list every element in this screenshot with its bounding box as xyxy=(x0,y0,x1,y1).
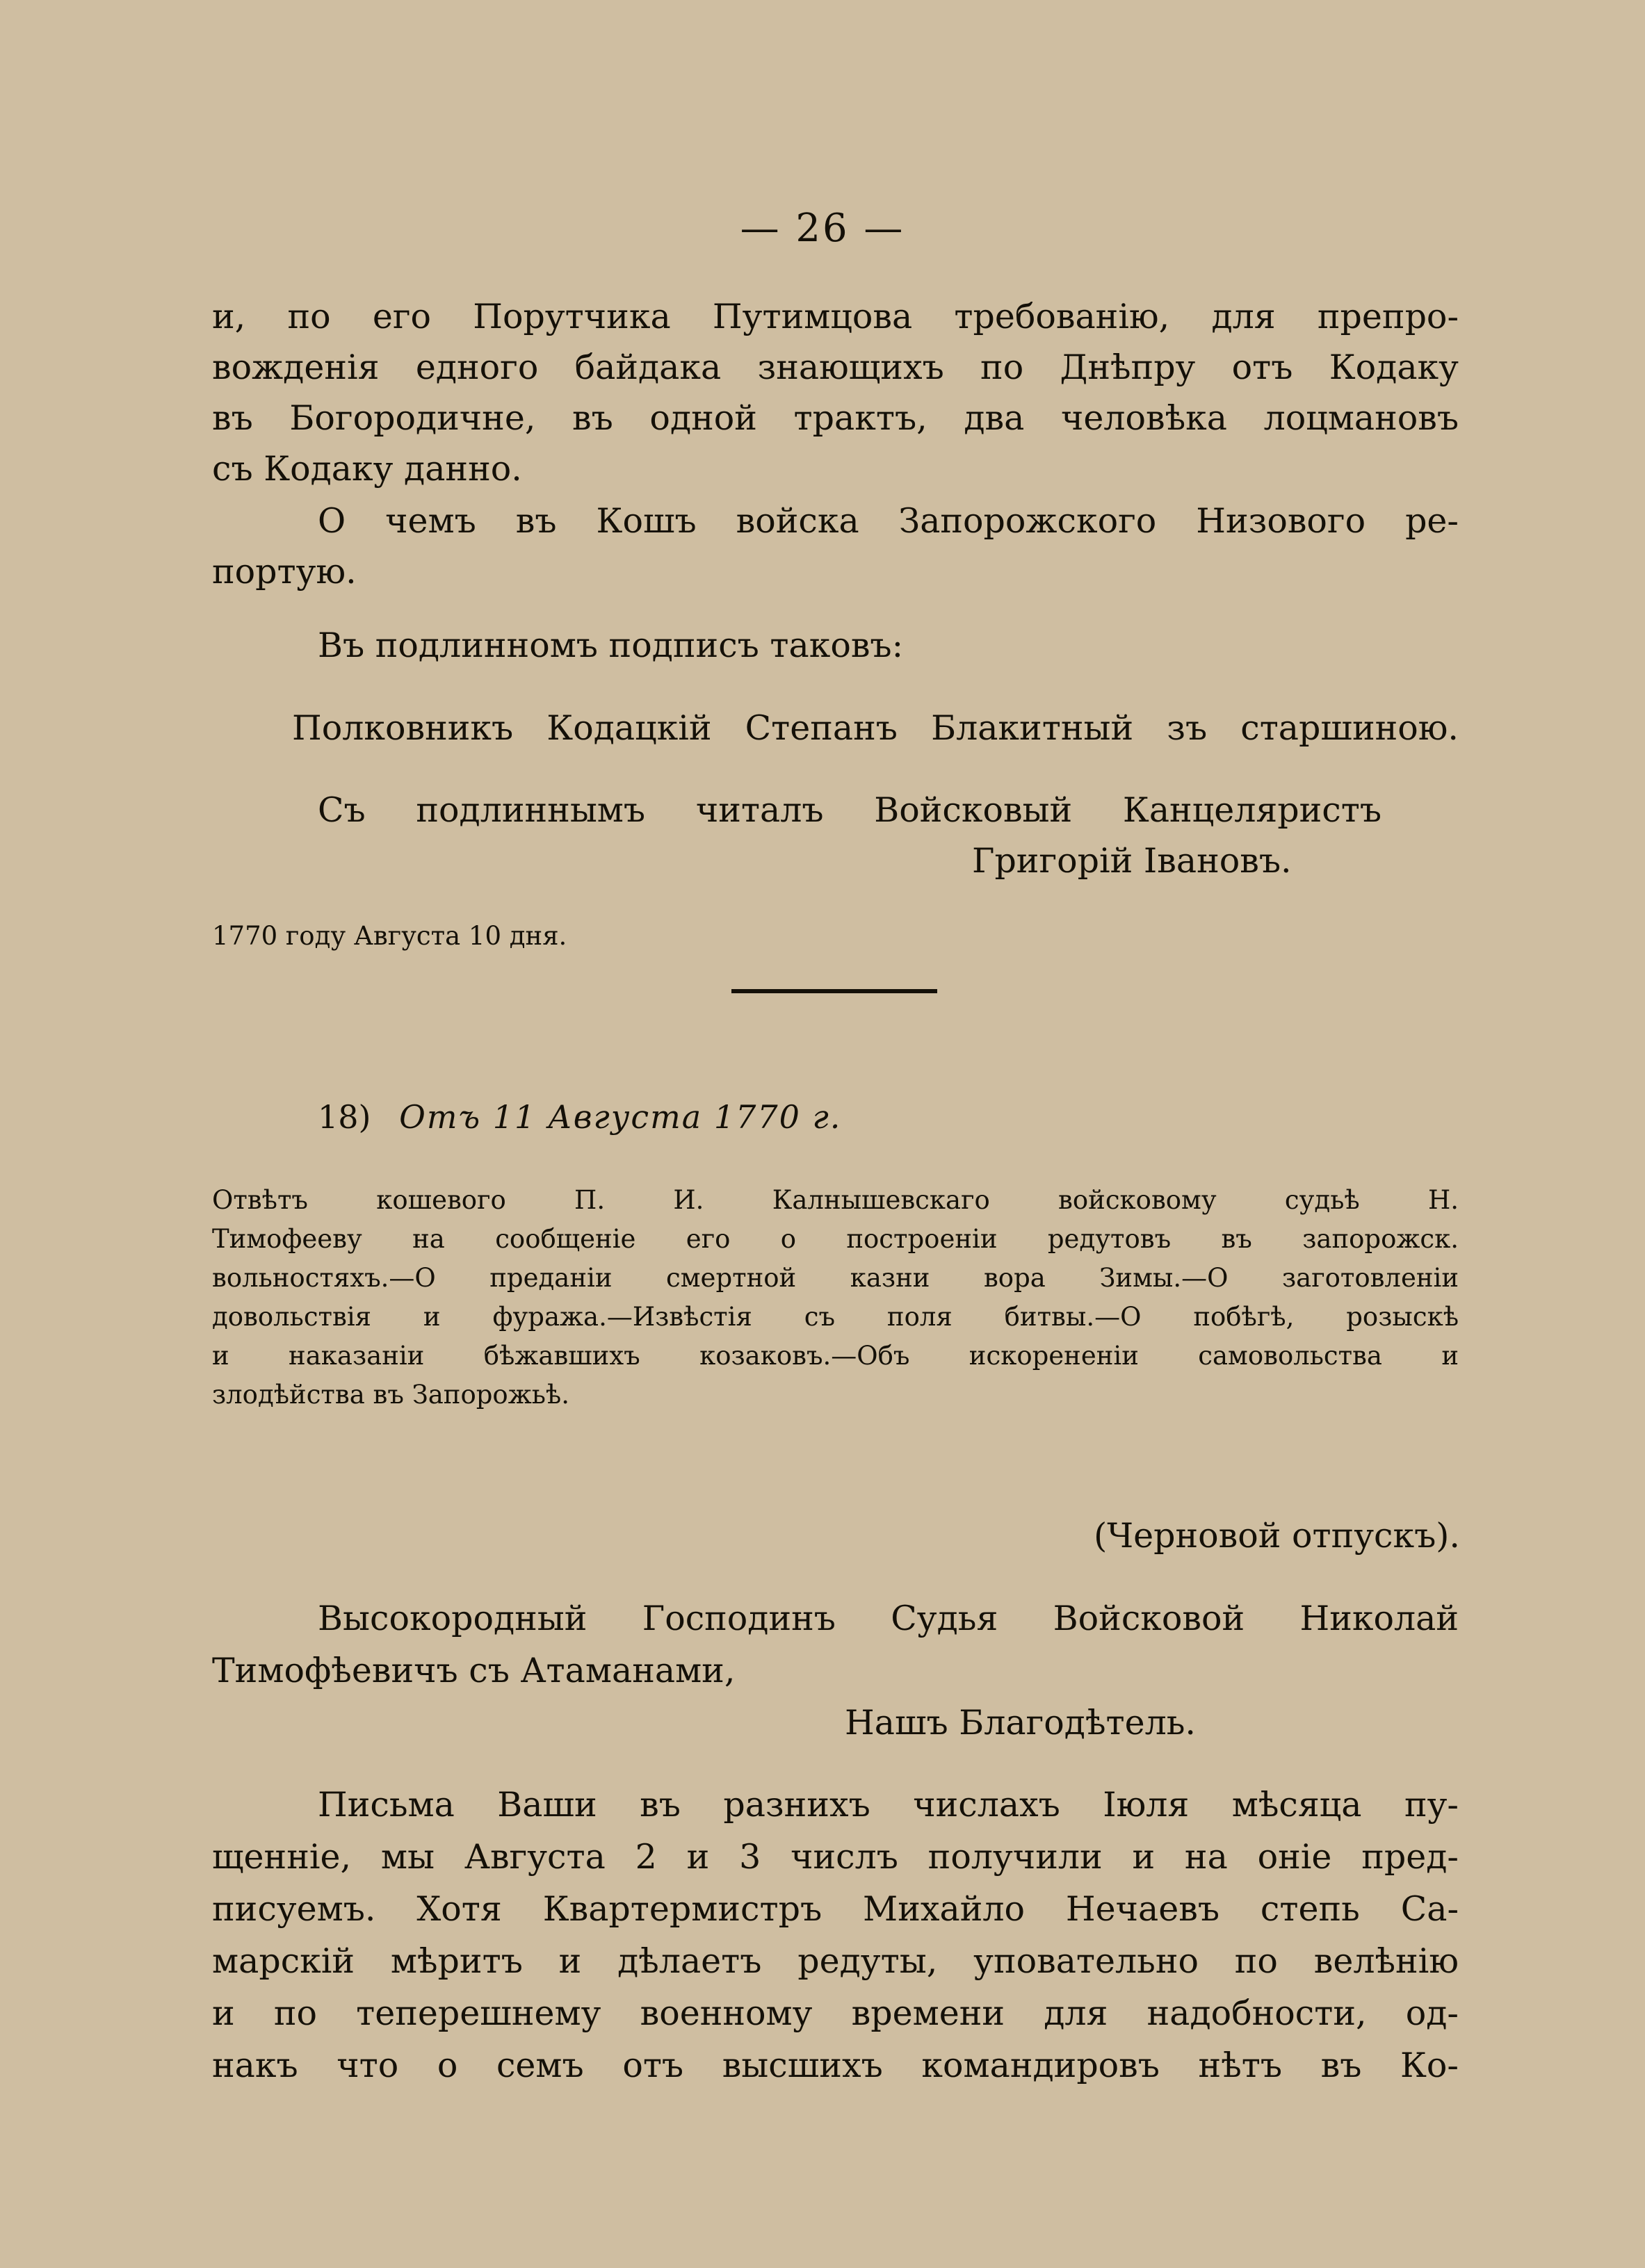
letter-body-line-6: накъ что о семъ отъ высшихъ командировъ нѣтъ въ Ко- xyxy=(212,2046,1459,2085)
summary-line-3: вольностяхъ.—О преданіи смертной казни вора Зимы.—О заготовленіи xyxy=(212,1263,1459,1293)
letter-body-line-2: щенніе, мы Августа 2 и 3 числъ получили и на оніе пред- xyxy=(212,1837,1459,1877)
paragraph-1-line-4: съ Кодаку данно. xyxy=(212,449,522,489)
date-line: 1770 году Августа 10 дня. xyxy=(212,921,567,951)
paragraph-1-line-1: и, по его Порутчика Путимцова требованію, для препро- xyxy=(212,297,1459,336)
signature-colonel: Полковникъ Кодацкій Степанъ Блакитный зъ старшиною. xyxy=(292,708,1459,748)
read-by-line-1: Съ подлиннымъ читалъ Войсковый Канцеляристъ xyxy=(318,790,1381,830)
summary-line-5: и наказаніи бѣжавшихъ козаковъ.—Объ искорененіи самовольства и xyxy=(212,1341,1459,1371)
section-divider xyxy=(731,989,937,993)
summary-line-2: Тимофееву на сообщеніе его о построеніи редутовъ въ запорожск. xyxy=(212,1224,1459,1254)
letter-body-line-4: марскій мѣритъ и дѣлаетъ редуты, уповательно по велѣнію xyxy=(212,1941,1459,1981)
paragraph-1-line-2: вожденія едного байдака знающихъ по Днѣпру отъ Кодаку xyxy=(212,348,1459,387)
draft-note: (Черновой отпускъ). xyxy=(1094,1516,1460,1556)
signature-header: Въ подлинномъ подписъ таковъ: xyxy=(318,626,904,665)
salutation-closing: Нашъ Благодѣтель. xyxy=(845,1703,1196,1743)
document-heading xyxy=(318,1098,841,1136)
summary-line-4: довольствія и фуража.—Извѣстія съ поля битвы.—О побѣгѣ, розыскѣ xyxy=(212,1302,1459,1332)
salutation-line-2: Тимофѣевичъ съ Атаманами, xyxy=(212,1651,736,1690)
page-number: — 26 — xyxy=(740,206,905,251)
paragraph-1-line-3: въ Богородичне, въ одной трактъ, два человѣка лоцмановъ xyxy=(212,398,1459,438)
summary-line-6: злодѣйства въ Запорожьѣ. xyxy=(212,1380,569,1410)
letter-body-line-1: Письма Ваши въ разнихъ числахъ Іюля мѣсяца пу- xyxy=(318,1785,1459,1825)
letter-body-line-3: писуемъ. Хотя Квартермистръ Михайло Нечаевъ степь Са- xyxy=(212,1889,1459,1929)
document-number: 18) xyxy=(318,1098,371,1136)
summary-line-1: Отвѣтъ кошевого П. И. Калнышевскаго войсковому судьѣ Н. xyxy=(212,1185,1459,1215)
paragraph-2-line-2: портую. xyxy=(212,552,357,592)
letter-body-line-5: и по теперешнему военному времени для надобности, од- xyxy=(212,1993,1459,2033)
salutation-line-1: Высокородный Господинъ Судья Войсковой Николай xyxy=(318,1599,1459,1638)
paragraph-2-line-1: О чемъ въ Кошъ войска Запорожского Низового ре- xyxy=(318,501,1459,541)
document-date: Отъ 11 Августа 1770 г. xyxy=(399,1098,842,1136)
read-by-line-2: Григорій Івановъ. xyxy=(972,841,1292,881)
